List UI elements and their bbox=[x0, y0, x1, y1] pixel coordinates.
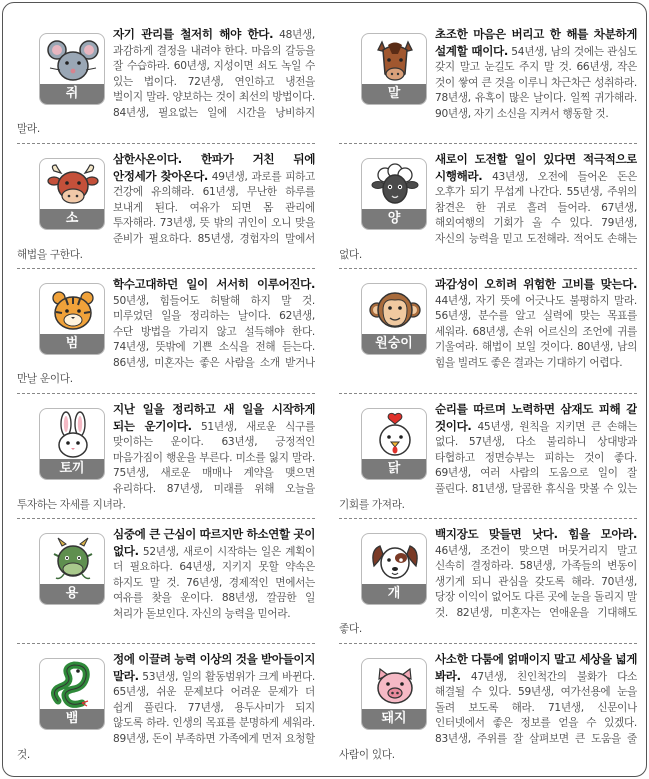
zodiac-entry-monkey bbox=[339, 269, 637, 394]
zodiac-entry-pig bbox=[339, 644, 637, 769]
animal-label: 용 bbox=[40, 584, 104, 604]
fortune-headline: 지난 일을 정리하고 새 일을 시작하게 되는 운기이다. bbox=[113, 402, 315, 433]
animal-label: 말 bbox=[362, 84, 426, 104]
fortune-body: 52년생, 새로이 시작하는 일은 계획이 더 필요하다. 64년생, 지키지 못할 약속은 하지도 말 것. 76년생, 경제적인 면에서는 여유를 찾을 운이다. 88년생, 깔끔한 일 처리가 돋보인다. 자신의 능력을 믿어라. bbox=[113, 545, 315, 620]
animal-label: 양 bbox=[362, 209, 426, 229]
cow-icon bbox=[46, 161, 100, 211]
fortune-headline: 초조한 마음은 버리고 한 해를 차분하게 설계할 때이다. bbox=[435, 27, 637, 58]
zodiac-badge bbox=[361, 533, 427, 605]
zodiac-entry-horse bbox=[339, 19, 637, 144]
fortune-headline: 학수고대하던 일이 서서히 이루어진다. bbox=[113, 277, 315, 291]
fortune-headline: 삼한사온이다. 한파가 거친 뒤에 안정세가 찾아온다. bbox=[113, 152, 315, 183]
fortune-body: 50년생, 힘들어도 허탈해 하지 말 것. 미루었던 일을 정리하는 날이다. 62년생, 수단 방법을 가리지 않고 설득해야 한다. 74년생, 뜻밖에 기쁜 소식을 전해 듣는다. 86년생, 미혼자는 좋은 사람을 소개 받거나 만날 운이다. bbox=[17, 294, 315, 385]
dog-icon bbox=[368, 536, 422, 586]
animal-label: 쥐 bbox=[40, 84, 104, 104]
snake-icon bbox=[46, 661, 100, 711]
sheep-icon bbox=[368, 161, 422, 211]
zodiac-entry-dog bbox=[339, 519, 637, 644]
fortune-body: 43년생, 오전에 들어온 돈은 오후가 되기 무섭게 나간다. 55년생, 주위의 참견은 한 귀로 흘려 들어라. 67년생, 해외여행의 기회가 올 수 있다. 79년생, 자신의 능력을 믿고 도전해라. 적어도 손해는 없다. bbox=[339, 170, 637, 261]
fortune-headline: 심중에 큰 근심이 따르지만 하소연할 곳이 없다. bbox=[113, 527, 315, 558]
zodiac-badge bbox=[39, 33, 105, 105]
animal-label: 닭 bbox=[362, 459, 426, 479]
fortune-body: 54년생, 남의 것에는 관심도 갖지 말고 눈길도 주지 말 것. 66년생, 작은 것이 쌓여 큰 것을 이루니 차근차근 성취하라. 78년생, 유혹이 많은 날이다. 일찍 귀가해라. 90년생, 자기 소신을 지켜서 행동할 것. bbox=[435, 45, 637, 120]
fortune-panel bbox=[2, 2, 647, 777]
fortune-headline: 정에 이끌려 능력 이상의 것을 받아들이지 말라. bbox=[113, 652, 315, 683]
zodiac-badge bbox=[39, 158, 105, 230]
fortune-headline: 과감성이 오히려 위험한 고비를 맞는다. bbox=[435, 277, 637, 291]
zodiac-badge bbox=[39, 658, 105, 730]
zodiac-entry-dragon bbox=[17, 519, 315, 644]
fortune-body: 44년생, 자기 뜻에 어긋나도 불평하지 말라. 56년생, 분수를 알고 실력에 맞는 목표를 세워라. 68년생, 손위 어르신의 조언에 귀를 기울여라. 해법이 보일 것이다. 80년생, 남의 힘을 빌려도 좋은 결과는 기대하기 어렵다. bbox=[435, 294, 637, 369]
fortune-headline: 백지장도 맞들면 낫다. 힘을 모아라. bbox=[435, 527, 637, 541]
rooster-icon bbox=[368, 411, 422, 461]
tiger-icon bbox=[46, 286, 100, 336]
zodiac-badge bbox=[361, 658, 427, 730]
animal-label: 소 bbox=[40, 209, 104, 229]
fortune-body: 53년생, 일의 활동범위가 크게 바뀐다. 65년생, 쉬운 문제보다 어려운 문제가 더 쉽게 풀린다. 77년생, 용두사미가 되지 않도록 하라. 인생의 목표를 분명하게 세워라. 89년생, 돈이 부족하면 가족에게 먼저 요청할 것. bbox=[17, 670, 315, 761]
pig-icon bbox=[368, 661, 422, 711]
zodiac-entry-rooster bbox=[339, 394, 637, 519]
zodiac-entry-rabbit bbox=[17, 394, 315, 519]
animal-label: 뱀 bbox=[40, 709, 104, 729]
animal-label: 원숭이 bbox=[362, 334, 426, 354]
fortune-body: 51년생, 새로운 식구를 맞이하는 운이다. 63년생, 긍정적인 마음가짐이 행운을 부른다. 미소를 잃지 말라. 75년생, 새로운 매매나 계약을 맺으면 유리하다. 87년생, 미래를 위해 오늘을 투자하는 자세를 지녀라. bbox=[17, 420, 315, 511]
fortune-headline: 자기 관리를 철저히 해야 한다. bbox=[113, 27, 274, 41]
zodiac-entry-tiger bbox=[17, 269, 315, 394]
fortune-body: 48년생, 과감하게 결정을 내려야 한다. 마음의 갈등을 잘 수습하라. 60년생, 지성이면 쇠도 녹일 수 있는 법이다. 72년생, 연인하고 냉전을 벌이지 말라. 양보하는 것이 최선의 방법이다. 84년생, 필요없는 일에 시간을 낭비하지 말라. bbox=[17, 29, 315, 135]
monkey-icon bbox=[368, 286, 422, 336]
zodiac-badge bbox=[39, 408, 105, 480]
fortune-headline: 순리를 따르며 노력하면 삼재도 피해 갈 것이다. bbox=[435, 402, 637, 433]
fortune-body: 45년생, 원칙을 지키면 큰 손해는 없다. 57년생, 다소 불리하니 상대방과 타협하고 정면승부는 피하는 것이 좋다. 69년생, 여러 사람의 도움으로 일이 잘 풀린다. 81년생, 달콤한 휴식을 맛볼 수 있는 기회를 가져라. bbox=[339, 420, 637, 511]
zodiac-badge bbox=[361, 158, 427, 230]
animal-label: 토끼 bbox=[40, 459, 104, 479]
fortune-body: 46년생, 조건이 맞으면 머뭇거리지 말고 신속히 결정하라. 58년생, 가족들의 변동이 생기게 되니 관심을 갖도록 해라. 70년생, 당장 이익이 없어도 다른 곳에 눈을 돌리지 말 것. 82년생, 미혼자는 연애운을 기대해도 좋다. bbox=[339, 544, 637, 635]
zodiac-badge bbox=[361, 408, 427, 480]
fortune-headline: 새로이 도전할 일이 있다면 적극적으로 시행해라. bbox=[435, 152, 637, 183]
horse-icon bbox=[368, 36, 422, 86]
mouse-icon bbox=[46, 36, 100, 86]
zodiac-badge bbox=[361, 283, 427, 355]
fortune-body: 47년생, 친인척간의 불화가 다소 해결될 수 있다. 59년생, 여가선용에 눈을 돌려 보도록 해라. 71년생, 신문이나 인터넷에서 좋은 정보를 얻을 수 있겠다. 83년생, 주위를 잘 살펴보면 큰 도움을 줄 사람이 있다. bbox=[339, 670, 637, 761]
zodiac-badge bbox=[39, 533, 105, 605]
zodiac-entry-snake bbox=[17, 644, 315, 769]
animal-label: 개 bbox=[362, 584, 426, 604]
fortune-body: 49년생, 과로를 피하고 건강에 유의해라. 61년생, 무난한 하루를 보내게 된다. 여유가 되면 몸 관리에 투자해라. 73년생, 뜻 밖의 귀인이 오니 맞을 준비가 필요하다. 85년생, 경험자의 말에서 해법을 구한다. bbox=[17, 170, 315, 261]
rabbit-icon bbox=[46, 411, 100, 461]
dragon-icon bbox=[46, 536, 100, 586]
zodiac-badge bbox=[361, 33, 427, 105]
zodiac-grid bbox=[17, 19, 637, 769]
zodiac-badge bbox=[39, 283, 105, 355]
zodiac-entry-sheep bbox=[339, 144, 637, 269]
animal-label: 돼지 bbox=[362, 709, 426, 729]
zodiac-entry-ox bbox=[17, 144, 315, 269]
fortune-headline: 사소한 다툼에 얽매이지 말고 세상을 넓게 봐라. bbox=[435, 652, 637, 683]
zodiac-entry-rat bbox=[17, 19, 315, 144]
animal-label: 범 bbox=[40, 334, 104, 354]
